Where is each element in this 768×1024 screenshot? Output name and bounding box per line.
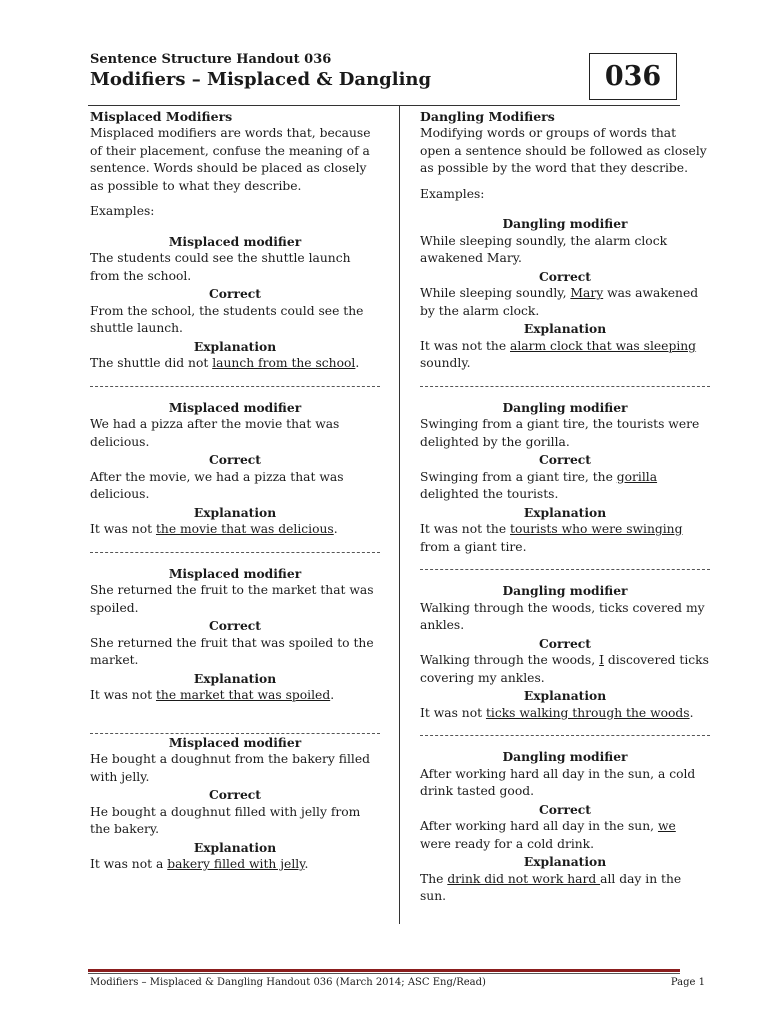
- explanation-label: Explanation: [193, 839, 277, 855]
- correct-sentence: Walking through the woods, I discovered ticks covering my ankles.: [420, 653, 709, 685]
- example-sentence: The students could see the shuttle launch from the school.: [90, 251, 351, 283]
- correct-label: Correct: [539, 635, 591, 651]
- correct-label: Correct: [209, 286, 261, 301]
- correct-label: Correct: [209, 452, 261, 467]
- underlined-phrase: alarm clock that was sleeping: [510, 338, 697, 353]
- dashed-separator: [420, 386, 710, 387]
- example-label: Dangling modifier: [502, 216, 628, 231]
- underlined-word: we: [657, 819, 676, 833]
- dashed-separator: [420, 569, 710, 570]
- correct-label: Correct: [209, 787, 261, 802]
- explanation-label: Explanation: [523, 504, 607, 520]
- correct-sentence: Swinging from a giant tire, the gorilla delighted the tourists.: [420, 469, 658, 501]
- section-title: Dangling Modifiers: [420, 109, 555, 124]
- explanation-text: The drink did not work hard all day in the sun.: [420, 871, 682, 903]
- underlined-phrase: the movie that was delicious: [155, 522, 334, 536]
- example-block: [90, 734, 380, 874]
- example-sentence: We had a pizza after the movie that was delicious.: [90, 417, 340, 449]
- underlined-word: gorilla: [616, 469, 658, 484]
- example-block: [90, 233, 380, 373]
- page-number: Page 1: [670, 977, 705, 988]
- underlined-phrase: bakery filled with jelly: [167, 857, 305, 871]
- example-label: Misplaced modifier: [168, 734, 302, 750]
- example-label: Dangling modifier: [502, 749, 628, 764]
- correct-sentence: She returned the fruit that was spoiled to the market.: [90, 635, 374, 667]
- dashed-separator: [90, 552, 380, 553]
- underlined-phrase: the market that was spoiled: [155, 688, 331, 702]
- examples-label: Examples:: [90, 204, 155, 218]
- explanation-text: It was not the alarm clock that was sleeping soundly.: [420, 338, 697, 370]
- correct-label: Correct: [539, 452, 591, 467]
- correct-sentence: After working hard all day in the sun, we were ready for a cold drink.: [420, 819, 676, 851]
- section-intro: Modifying words or groups of words that open a sentence should be followed as closely as possible by the word that they describe.: [420, 126, 707, 175]
- dashed-separator: [90, 386, 380, 387]
- footer-text: Modifiers – Misplaced & Dangling Handout 036 (March 2014; ASC Eng/Read): [90, 977, 486, 988]
- explanation-label: Explanation: [523, 321, 607, 336]
- underlined-phrase: drink did not work hard: [447, 871, 601, 886]
- underlined-word: Mary: [570, 286, 604, 300]
- correct-label: Correct: [209, 618, 261, 633]
- header-divider: [88, 105, 680, 106]
- dangling-column: [420, 108, 710, 906]
- explanation-text: It was not the market that was spoiled.: [90, 688, 335, 702]
- correct-sentence: He bought a doughnut filled with jelly from the bakery.: [90, 804, 361, 836]
- explanation-label: Explanation: [523, 688, 607, 703]
- underlined-phrase: ticks walking through the woods: [485, 705, 690, 720]
- example-label: Dangling modifier: [502, 399, 628, 415]
- example-block: [90, 399, 380, 539]
- example-sentence: Swinging from a giant tire, the tourists were delighted by the gorilla.: [420, 417, 700, 449]
- handout-subtitle: Sentence Structure Handout 036: [90, 52, 332, 67]
- column-divider: [399, 106, 400, 924]
- misplaced-column: [90, 108, 380, 874]
- explanation-text: It was not the tourists who were swinging from a giant tire.: [420, 522, 683, 554]
- example-sentence: She returned the fruit to the market that was spoiled.: [90, 583, 374, 615]
- explanation-text: It was not a bakery filled with jelly.: [90, 857, 309, 871]
- example-label: Misplaced modifier: [168, 565, 302, 581]
- footer-rule-thick: [88, 969, 680, 972]
- correct-sentence: From the school, the students could see the shuttle launch.: [90, 303, 364, 335]
- explanation-label: Explanation: [193, 504, 277, 520]
- examples-label: Examples:: [420, 186, 485, 201]
- explanation-text: It was not ticks walking through the woods.: [420, 705, 694, 720]
- example-label: Misplaced modifier: [168, 399, 302, 415]
- example-label: Misplaced modifier: [168, 233, 302, 249]
- correct-label: Correct: [539, 268, 591, 284]
- example-block: [420, 399, 710, 557]
- example-sentence: He bought a doughnut from the bakery filled with jelly.: [90, 752, 370, 784]
- example-sentence: While sleeping soundly, the alarm clock awakened Mary.: [420, 233, 668, 265]
- example-block: [420, 748, 710, 906]
- example-block: [90, 565, 380, 705]
- example-sentence: After working hard all day in the sun, a cold drink tasted good.: [420, 766, 696, 798]
- footer-rule-thin: [88, 973, 680, 974]
- correct-sentence: While sleeping soundly, Mary was awakened by the alarm clock.: [420, 286, 699, 318]
- section-intro: Misplaced modifiers are words that, because of their placement, confuse the meaning of a sentence. Words should be placed as closely as possible to what they describe.: [90, 126, 371, 193]
- underlined-phrase: launch from the school: [212, 356, 356, 370]
- dashed-separator: [420, 735, 710, 736]
- example-block: [420, 582, 710, 722]
- section-title: Misplaced Modifiers: [90, 109, 233, 124]
- correct-sentence: After the movie, we had a pizza that was delicious.: [90, 469, 344, 501]
- explanation-text: The shuttle did not launch from the school.: [90, 356, 360, 370]
- explanation-label: Explanation: [523, 854, 607, 869]
- handout-number-box: 036: [589, 53, 677, 100]
- underlined-phrase: tourists who were swinging: [510, 522, 683, 536]
- example-block: [420, 215, 710, 373]
- underlined-word: I: [599, 653, 604, 667]
- page-title: Modifiers – Misplaced & Dangling: [90, 69, 432, 90]
- explanation-label: Explanation: [193, 670, 277, 686]
- correct-label: Correct: [539, 801, 591, 817]
- example-sentence: Walking through the woods, ticks covered my ankles.: [420, 600, 705, 632]
- explanation-label: Explanation: [193, 338, 277, 354]
- explanation-text: It was not the movie that was delicious.: [90, 522, 338, 536]
- example-label: Dangling modifier: [502, 583, 628, 598]
